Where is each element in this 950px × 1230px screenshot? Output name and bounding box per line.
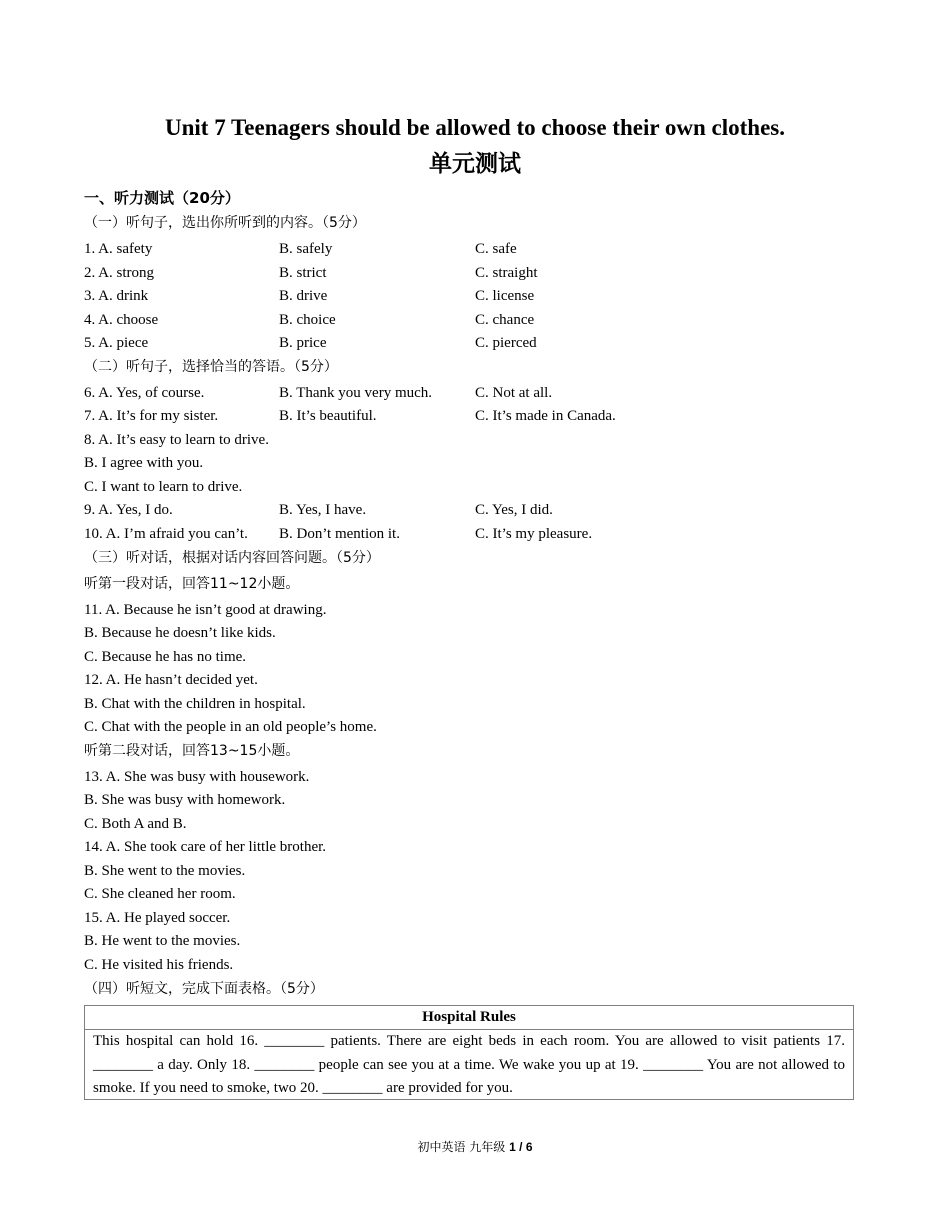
question-13-option-c: C. Both A and B. xyxy=(84,816,187,832)
question-11-option-c: C. Because he has no time. xyxy=(84,649,247,665)
question-8-option-c: C. I want to learn to drive. xyxy=(84,479,243,495)
question-15-option-b: B. He went to the movies. xyxy=(84,933,241,949)
option-a: 6. A. Yes, of course. xyxy=(84,385,205,401)
question-14-option-a: 14. A. She took care of her little brother. xyxy=(84,839,327,855)
option-a: 9. A. Yes, I do. xyxy=(84,502,173,518)
option-c: C. chance xyxy=(475,312,535,328)
table-text: This hospital can hold 16. ________ patients. There are eight beds in each room. You are allowed to visit patients 17. ________ a day. Only 18. ________ people can see you at a time. We wake you up at 19. ________ You are not allowed to smoke. If you need to smoke, two 20. ________ are provided for you. xyxy=(93,1033,845,1096)
question-3 xyxy=(84,285,864,308)
option-c: C. safe xyxy=(475,241,517,257)
question-4 xyxy=(84,309,864,332)
question-8-option-a: 8. A. It’s easy to learn to drive. xyxy=(84,432,269,448)
option-c: C. Not at all. xyxy=(475,385,553,401)
question-12-option-c: C. Chat with the people in an old people’s home. xyxy=(84,719,377,735)
dialog2-instruction: 听第二段对话，回答13~15小题。 xyxy=(84,743,300,759)
option-c: C. pierced xyxy=(475,335,537,351)
question-14-option-b: B. She went to the movies. xyxy=(84,863,246,879)
question-6 xyxy=(84,382,864,405)
hospital-rules-table xyxy=(84,1005,854,1100)
question-15-option-a: 15. A. He played soccer. xyxy=(84,910,231,926)
question-1 xyxy=(84,238,864,261)
option-b: B. Yes, I have. xyxy=(279,502,367,518)
footer-label: 初中英语 九年级 xyxy=(417,1140,506,1154)
option-b: B. Thank you very much. xyxy=(279,385,433,401)
page-number: 1 / 6 xyxy=(509,1140,533,1154)
question-14-option-c: C. She cleaned her room. xyxy=(84,886,236,902)
section-heading-listening: 一、听力测试（20分） xyxy=(84,189,240,207)
part1-instruction: （一）听句子，选出你所听到的内容。（5分） xyxy=(84,215,366,231)
option-c: C. It’s my pleasure. xyxy=(475,526,593,542)
question-12-option-b: B. Chat with the children in hospital. xyxy=(84,696,306,712)
option-b: B. safely xyxy=(279,241,333,257)
question-10 xyxy=(84,523,864,546)
question-7 xyxy=(84,405,864,428)
option-b: B. It’s beautiful. xyxy=(279,408,377,424)
question-11-option-a: 11. A. Because he isn’t good at drawing. xyxy=(84,602,327,618)
table-title: Hospital Rules xyxy=(85,1006,853,1030)
part2-instruction: （二）听句子，选择恰当的答语。（5分） xyxy=(84,359,338,375)
part4-instruction: （四）听短文，完成下面表格。（5分） xyxy=(84,981,324,997)
option-a: 5. A. piece xyxy=(84,335,149,351)
question-11-option-b: B. Because he doesn’t like kids. xyxy=(84,625,276,641)
question-12-option-a: 12. A. He hasn’t decided yet. xyxy=(84,672,258,688)
question-2 xyxy=(84,262,864,285)
part3-instruction: （三）听对话，根据对话内容回答问题。（5分） xyxy=(84,550,380,566)
page-subtitle: 单元测试 xyxy=(429,151,521,177)
question-13-option-a: 13. A. She was busy with housework. xyxy=(84,769,310,785)
option-a: 3. A. drink xyxy=(84,288,149,304)
option-c: C. Yes, I did. xyxy=(475,502,553,518)
option-a: 4. A. choose xyxy=(84,312,159,328)
option-a: 10. A. I’m afraid you can’t. xyxy=(84,526,248,542)
option-b: B. price xyxy=(279,335,327,351)
dialog1-instruction: 听第一段对话，回答11~12小题。 xyxy=(84,576,300,592)
option-a: 7. A. It’s for my sister. xyxy=(84,408,219,424)
question-13-option-b: B. She was busy with homework. xyxy=(84,792,286,808)
option-b: B. strict xyxy=(279,265,327,281)
question-8-option-b: B. I agree with you. xyxy=(84,455,204,471)
page-title: Unit 7 Teenagers should be allowed to choose their own clothes. xyxy=(165,115,785,140)
option-c: C. It’s made in Canada. xyxy=(475,408,616,424)
question-15-option-c: C. He visited his friends. xyxy=(84,957,234,973)
option-c: C. license xyxy=(475,288,535,304)
option-a: 1. A. safety xyxy=(84,241,153,257)
page-footer xyxy=(0,1138,950,1156)
option-a: 2. A. strong xyxy=(84,265,155,281)
option-b: B. drive xyxy=(279,288,328,304)
question-5 xyxy=(84,332,864,355)
option-b: B. Don’t mention it. xyxy=(279,526,400,542)
option-b: B. choice xyxy=(279,312,336,328)
option-c: C. straight xyxy=(475,265,538,281)
question-9 xyxy=(84,499,864,522)
